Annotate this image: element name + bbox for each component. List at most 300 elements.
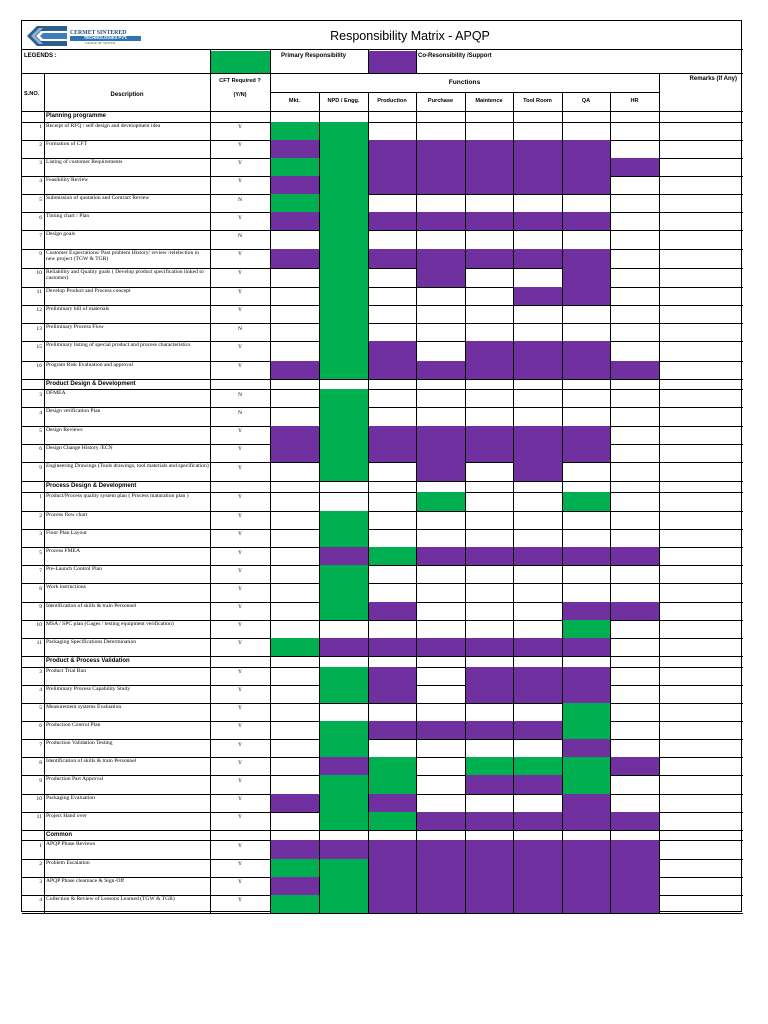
- row-sno-s1-r2: [22, 426, 44, 437]
- row-desc-s2-r6-text: Identification of skills & train Personnel: [46, 602, 137, 609]
- matrix-cell-s4-r2-1-primary: [319, 877, 368, 895]
- row-desc-s3-r6-text: Production Part Approval: [46, 776, 104, 783]
- matrix-cell-s0-r13-0-co: [270, 361, 319, 379]
- row-cft-s0-r4-text: N: [237, 196, 243, 203]
- matrix-cell-s4-r0-5-co: [513, 840, 562, 858]
- row-sno-s0-r4: [22, 194, 44, 205]
- function-header-production-text: Production: [377, 98, 407, 105]
- row-desc-s2-r1: [45, 511, 209, 525]
- row-sno-s0-r3-text: 4: [39, 178, 42, 185]
- row-sno-s0-r9: [22, 287, 44, 298]
- row-cft-s2-r7-text: Y: [237, 622, 243, 629]
- row-desc-s0-r0: [45, 122, 209, 136]
- row-cft-s0-r12-text: Y: [237, 344, 243, 351]
- row-sno-s0-r5: [22, 212, 44, 223]
- row-desc-s4-r2-text: APQP Phase clearnace & Sign-Off: [46, 877, 124, 884]
- matrix-cell-s4-r0-6-co: [562, 840, 610, 858]
- row-sno-s0-r0: [22, 122, 44, 133]
- header-cft-yn: [210, 89, 270, 103]
- row-sno-s3-r6-text: 9: [39, 777, 42, 784]
- row-desc-s1-r1-text: Design verification Plan: [46, 408, 101, 415]
- row-sno-s3-r0: [22, 667, 44, 678]
- matrix-cell-s2-r7-6-primary: [562, 620, 610, 638]
- matrix-cell-s0-r4-0-primary: [270, 194, 319, 212]
- matrix-cell-s3-r8-5-co: [513, 812, 562, 830]
- function-column-divider: [513, 92, 514, 913]
- row-cft-s1-r3-text: Y: [237, 446, 243, 453]
- row-cft-s1-r0: [210, 389, 270, 400]
- row-sno-s2-r0-text: 1: [39, 494, 42, 501]
- function-header-qa-text: QA: [581, 98, 591, 105]
- matrix-cell-s0-r12-2-co: [368, 341, 416, 360]
- row-cft-s0-r5: [210, 212, 270, 223]
- matrix-cell-s4-r1-6-co: [562, 859, 610, 877]
- row-cft-s0-r7-text: Y: [237, 251, 243, 258]
- row-desc-s2-r7: [45, 620, 209, 634]
- matrix-cell-s4-r3-5-co: [513, 895, 562, 913]
- row-sno-s4-r0: [22, 840, 44, 851]
- row-desc-s2-r8: [45, 638, 209, 652]
- row-cft-s3-r2-text: Y: [237, 705, 243, 712]
- matrix-cell-s3-r3-6-primary: [562, 721, 610, 739]
- matrix-cell-s3-r6-6-primary: [562, 775, 610, 793]
- row-desc-s4-r1: [45, 859, 209, 873]
- row-desc-s1-r1: [45, 407, 209, 421]
- function-header-purchase-text: Purchase: [427, 98, 454, 105]
- matrix-cell-s0-r5-1-primary: [319, 212, 368, 230]
- matrix-cell-s4-r2-7-co: [610, 877, 659, 895]
- matrix-cell-s3-r3-5-co: [513, 721, 562, 739]
- legend-co-label: [418, 50, 578, 61]
- row-desc-s0-r2: [45, 158, 209, 172]
- row-cft-s0-r0-text: Y: [237, 124, 243, 131]
- function-header-tool-room-text: Tool Room: [523, 98, 552, 105]
- row-sno-s0-r1: [22, 140, 44, 151]
- row-sno-s1-r0-text: 3: [39, 391, 42, 398]
- row-sno-s1-r1-text: 4: [39, 409, 42, 416]
- header-cft-yn-text: (Y/N): [233, 92, 247, 99]
- row-cft-s3-r6: [210, 775, 270, 786]
- matrix-cell-s4-r1-5-co: [513, 859, 562, 877]
- matrix-cell-s3-r6-1-primary: [319, 775, 368, 793]
- row-sno-s1-r3: [22, 444, 44, 455]
- row-cft-s3-r3: [210, 721, 270, 732]
- row-cft-s3-r4-text: Y: [237, 741, 243, 748]
- matrix-cell-s0-r7-1-primary: [319, 249, 368, 268]
- row-sno-s1-r4-text: 9: [39, 464, 42, 471]
- row-desc-s1-r0-text: DFMEA: [46, 390, 66, 397]
- responsibility-matrix-sheet: [21, 20, 742, 912]
- function-column-divider: [319, 92, 320, 913]
- row-desc-s2-r0: [45, 492, 209, 506]
- row-cft-s0-r10: [210, 305, 270, 316]
- row-cft-s3-r1: [210, 685, 270, 696]
- matrix-cell-s0-r2-6-co: [562, 158, 610, 176]
- matrix-cell-s4-r0-1-co: [319, 840, 368, 858]
- matrix-cell-s0-r11-1-primary: [319, 323, 368, 341]
- row-sno-s2-r8-text: 11: [36, 640, 42, 647]
- row-desc-s0-r5-text: Timing chart / Plan: [46, 213, 90, 220]
- matrix-cell-s2-r2-1-primary: [319, 529, 368, 547]
- row-cft-s0-r10-text: Y: [237, 307, 243, 314]
- row-cft-s0-r12: [210, 341, 270, 353]
- matrix-cell-s3-r5-6-primary: [562, 757, 610, 775]
- grid-line-vertical: [416, 49, 417, 73]
- row-sno-s3-r1: [22, 685, 44, 696]
- matrix-cell-s2-r8-2-co: [368, 638, 416, 656]
- row-cft-s2-r1-text: Y: [237, 513, 243, 520]
- row-desc-s3-r2: [45, 703, 209, 717]
- row-sno-s3-r2-text: 5: [39, 705, 42, 712]
- row-sno-s0-r5-text: 6: [39, 214, 42, 221]
- row-cft-s0-r1: [210, 140, 270, 151]
- matrix-cell-s3-r1-4-co: [465, 685, 513, 703]
- matrix-cell-s0-r3-5-co: [513, 176, 562, 194]
- function-header-mkt-text: Mkt.: [288, 98, 301, 105]
- matrix-cell-s0-r2-2-co: [368, 158, 416, 176]
- row-desc-s0-r1-text: Formation of CFT: [46, 140, 88, 147]
- row-cft-s4-r1-text: Y: [237, 860, 243, 867]
- matrix-cell-s0-r2-3-co: [416, 158, 465, 176]
- row-sno-s0-r4-text: 5: [39, 196, 42, 203]
- function-header-hr-text: HR: [630, 98, 639, 105]
- matrix-cell-s0-r12-6-co: [562, 341, 610, 360]
- matrix-cell-s3-r5-4-primary: [465, 757, 513, 775]
- matrix-cell-s3-r5-5-primary: [513, 757, 562, 775]
- row-desc-s2-r8-text: Packaging Specifications Determination: [46, 638, 137, 645]
- row-sno-s3-r7-text: 10: [36, 795, 42, 802]
- row-cft-s3-r2: [210, 703, 270, 714]
- matrix-cell-s4-r0-0-co: [270, 840, 319, 858]
- header-functions: [270, 75, 659, 92]
- row-desc-s2-r3-text: Process FMEA: [46, 548, 81, 555]
- matrix-cell-s4-r3-3-co: [416, 895, 465, 913]
- row-desc-s2-r3: [45, 547, 209, 561]
- section-title-3: [45, 656, 345, 667]
- row-desc-s3-r0: [45, 667, 209, 681]
- row-desc-s1-r4-text: Engineering Drawings (Tools drawings, tool materials and specification): [46, 462, 209, 469]
- row-cft-s1-r1-text: N: [237, 409, 243, 416]
- row-cft-s4-r1: [210, 859, 270, 870]
- row-sno-s0-r3: [22, 176, 44, 187]
- row-desc-s0-r13: [45, 361, 209, 375]
- matrix-cell-s0-r1-2-co: [368, 140, 416, 158]
- row-cft-s2-r5-text: Y: [237, 585, 243, 592]
- matrix-cell-s0-r7-3-co: [416, 249, 465, 268]
- matrix-cell-s2-r4-1-primary: [319, 565, 368, 583]
- header-remarks: [659, 73, 743, 84]
- grid-line-horizontal: [22, 913, 743, 914]
- section-title-2: [45, 481, 345, 492]
- row-desc-s0-r9: [45, 287, 209, 301]
- row-cft-s3-r3-text: Y: [237, 723, 243, 730]
- matrix-cell-s1-r3-6-co: [562, 444, 610, 462]
- row-cft-s1-r3: [210, 444, 270, 455]
- row-sno-s2-r1: [22, 511, 44, 522]
- row-desc-s3-r1-text: Preliminary Process Capability Study: [46, 685, 131, 692]
- row-cft-s2-r0: [210, 492, 270, 504]
- matrix-cell-s0-r1-1-primary: [319, 140, 368, 158]
- header-description: [44, 83, 210, 107]
- matrix-cell-s3-r7-6-co: [562, 794, 610, 812]
- row-desc-s0-r8-text: Reliability and Quality goals ( Develop product specification linked to customer): [46, 268, 204, 281]
- matrix-cell-s3-r1-2-co: [368, 685, 416, 703]
- row-sno-s0-r11: [22, 323, 44, 334]
- matrix-cell-s3-r6-5-co: [513, 775, 562, 793]
- legend-right-bottom-line: [659, 73, 743, 74]
- row-sno-s3-r3-text: 6: [39, 723, 42, 730]
- row-cft-s0-r3: [210, 176, 270, 187]
- matrix-cell-s3-r0-6-co: [562, 667, 610, 685]
- row-cft-s0-r8-text: Y: [237, 270, 243, 277]
- section-title-1-text: Product Design & Development: [46, 381, 136, 388]
- matrix-cell-s2-r8-4-co: [465, 638, 513, 656]
- function-header-npd-engg: [319, 93, 368, 111]
- matrix-cell-s0-r12-4-co: [465, 341, 513, 360]
- matrix-cell-s0-r9-5-co: [513, 287, 562, 305]
- matrix-cell-s0-r8-6-co: [562, 268, 610, 287]
- title-row-bottom-line: [22, 49, 743, 50]
- matrix-cell-s3-r3-1-primary: [319, 721, 368, 739]
- row-sno-s4-r1-text: 2: [39, 860, 42, 867]
- function-column-divider: [610, 92, 611, 913]
- row-sno-s1-r4: [22, 462, 44, 474]
- row-cft-s3-r5: [210, 757, 270, 768]
- matrix-cell-s0-r3-3-co: [416, 176, 465, 194]
- matrix-cell-s1-r2-1-primary: [319, 426, 368, 444]
- grid-line-vertical: [210, 49, 211, 73]
- row-desc-s0-r7: [45, 249, 209, 263]
- matrix-cell-s2-r8-6-co: [562, 638, 610, 656]
- matrix-cell-s0-r2-4-co: [465, 158, 513, 176]
- matrix-cell-s0-r13-4-co: [465, 361, 513, 379]
- matrix-cell-s1-r3-1-primary: [319, 444, 368, 462]
- matrix-cell-s4-r1-4-co: [465, 859, 513, 877]
- function-header-npd-engg-text: NPD / Engg.: [327, 98, 360, 105]
- header-cft: [210, 75, 270, 89]
- matrix-cell-s0-r13-3-co: [416, 361, 465, 379]
- row-sno-s1-r3-text: 6: [39, 446, 42, 453]
- matrix-cell-s0-r2-5-co: [513, 158, 562, 176]
- matrix-cell-s3-r8-2-primary: [368, 812, 416, 830]
- matrix-cell-s3-r6-2-primary: [368, 775, 416, 793]
- row-sno-s2-r2-text: 3: [39, 531, 42, 538]
- row-sno-s2-r3-text: 5: [39, 549, 42, 556]
- row-sno-s2-r8: [22, 638, 44, 649]
- matrix-cell-s0-r7-2-co: [368, 249, 416, 268]
- row-desc-s2-r2-text: Floor Plan Layout: [46, 530, 87, 537]
- row-sno-s2-r3: [22, 547, 44, 558]
- page-title-text: Responsibility Matrix - APQP: [330, 28, 490, 43]
- row-cft-s2-r4: [210, 565, 270, 576]
- grid-line-vertical: [270, 49, 271, 73]
- row-sno-s0-r6: [22, 230, 44, 241]
- row-cft-s0-r3-text: Y: [237, 178, 243, 185]
- matrix-cell-s2-r3-3-co: [416, 547, 465, 565]
- matrix-cell-s2-r6-2-co: [368, 602, 416, 620]
- matrix-cell-s1-r3-5-co: [513, 444, 562, 462]
- row-cft-s1-r0-text: N: [237, 391, 243, 398]
- matrix-cell-s0-r5-5-co: [513, 212, 562, 230]
- row-cft-s3-r7: [210, 794, 270, 805]
- row-desc-s0-r6: [45, 230, 209, 244]
- matrix-cell-s0-r7-4-co: [465, 249, 513, 268]
- row-desc-s1-r3: [45, 444, 209, 458]
- row-cft-s2-r2: [210, 529, 270, 540]
- row-cft-s4-r0-text: Y: [237, 842, 243, 849]
- matrix-cell-s1-r2-6-co: [562, 426, 610, 444]
- matrix-cell-s3-r0-5-co: [513, 667, 562, 685]
- matrix-cell-s0-r13-1-primary: [319, 361, 368, 379]
- row-cft-s0-r6-text: N: [237, 232, 243, 239]
- row-sno-s0-r2: [22, 158, 44, 169]
- matrix-cell-s4-r2-2-co: [368, 877, 416, 895]
- row-sno-s3-r7: [22, 794, 44, 805]
- row-cft-s3-r0: [210, 667, 270, 678]
- row-desc-s3-r0-text: Product Trial Run: [46, 667, 87, 674]
- matrix-cell-s3-r0-1-primary: [319, 667, 368, 685]
- row-cft-s2-r6-text: Y: [237, 603, 243, 610]
- matrix-cell-s4-r3-2-co: [368, 895, 416, 913]
- matrix-cell-s2-r1-1-primary: [319, 511, 368, 529]
- row-desc-s2-r4: [45, 565, 209, 579]
- row-cft-s3-r6-text: Y: [237, 777, 243, 784]
- legend-co-label-text: Co-Resonsibility /Support: [418, 52, 492, 59]
- matrix-cell-s4-r0-2-co: [368, 840, 416, 858]
- matrix-cell-s4-r1-7-co: [610, 859, 659, 877]
- logo-name-line2-text: TECHNOLOGIES PVT.: [83, 35, 128, 41]
- row-sno-s2-r1-text: 2: [39, 513, 42, 520]
- row-desc-s0-r9-text: Develop Product and Process concept: [46, 287, 131, 294]
- matrix-cell-s0-r13-7-co: [610, 361, 659, 379]
- row-desc-s1-r4: [45, 462, 209, 476]
- row-cft-s1-r2-text: Y: [237, 427, 243, 434]
- row-cft-s0-r1-text: Y: [237, 142, 243, 149]
- function-header-purchase: [416, 93, 465, 111]
- row-desc-s4-r0: [45, 840, 209, 854]
- legend-co-swatch: [368, 51, 416, 73]
- row-desc-s3-r3: [45, 721, 209, 735]
- matrix-cell-s3-r7-2-co: [368, 794, 416, 812]
- row-desc-s4-r3: [45, 895, 209, 909]
- matrix-cell-s0-r9-6-co: [562, 287, 610, 305]
- row-desc-s0-r8: [45, 268, 209, 282]
- matrix-cell-s0-r1-0-co: [270, 140, 319, 158]
- matrix-cell-s4-r2-0-co: [270, 877, 319, 895]
- matrix-cell-s4-r1-0-primary: [270, 859, 319, 877]
- matrix-cell-s3-r4-6-co: [562, 739, 610, 757]
- row-sno-s0-r10-text: 12: [36, 307, 42, 314]
- header-functions-text: Functions: [448, 79, 481, 87]
- row-cft-s1-r4-text: Y: [237, 464, 243, 471]
- logo-name-line1-text: CERMET SINTERED: [70, 29, 127, 36]
- row-desc-s3-r7-text: Packaging Evaluation: [46, 794, 95, 801]
- row-desc-s2-r5: [45, 583, 209, 597]
- row-cft-s3-r0-text: Y: [237, 669, 243, 675]
- matrix-cell-s0-r3-1-primary: [319, 176, 368, 194]
- matrix-cell-s3-r7-0-co: [270, 794, 319, 812]
- row-desc-s0-r3: [45, 176, 209, 190]
- header-description-text: Description: [110, 92, 144, 98]
- row-sno-s2-r7: [22, 620, 44, 631]
- row-sno-s3-r2: [22, 703, 44, 714]
- row-desc-s2-r2: [45, 529, 209, 543]
- matrix-cell-s0-r12-1-primary: [319, 341, 368, 360]
- matrix-cell-s0-r5-2-co: [368, 212, 416, 230]
- row-cft-s4-r0: [210, 840, 270, 851]
- row-sno-s0-r12: [22, 341, 44, 353]
- function-header-qa: [562, 93, 610, 111]
- matrix-cell-s0-r2-7-co: [610, 158, 659, 176]
- matrix-cell-s2-r3-5-co: [513, 547, 562, 565]
- matrix-cell-s1-r3-4-co: [465, 444, 513, 462]
- matrix-cell-s4-r2-5-co: [513, 877, 562, 895]
- matrix-cell-s3-r1-1-primary: [319, 685, 368, 703]
- matrix-cell-s0-r1-3-co: [416, 140, 465, 158]
- description-column-divider: [210, 73, 211, 913]
- function-column-divider: [416, 92, 417, 913]
- matrix-cell-s2-r3-7-co: [610, 547, 659, 565]
- matrix-cell-s2-r6-1-primary: [319, 602, 368, 620]
- row-sno-s2-r6: [22, 602, 44, 613]
- row-desc-s0-r4: [45, 194, 209, 208]
- row-desc-s3-r6: [45, 775, 209, 789]
- row-cft-s3-r1-text: Y: [237, 687, 243, 694]
- row-desc-s2-r4-text: Pre-Launch Control Plan: [46, 566, 102, 573]
- matrix-cell-s2-r8-1-co: [319, 638, 368, 656]
- matrix-cell-s0-r1-5-co: [513, 140, 562, 158]
- row-cft-s4-r3: [210, 895, 270, 906]
- header-sno: [23, 83, 45, 107]
- matrix-cell-s0-r8-3-co: [416, 268, 465, 287]
- matrix-cell-s0-r5-0-co: [270, 212, 319, 230]
- row-sno-s4-r1: [22, 859, 44, 870]
- matrix-cell-s3-r4-1-primary: [319, 739, 368, 757]
- row-sno-s3-r5: [22, 757, 44, 768]
- row-cft-s0-r9: [210, 287, 270, 298]
- matrix-cell-s0-r7-5-co: [513, 249, 562, 268]
- matrix-cell-s2-r0-3-primary: [416, 492, 465, 511]
- matrix-cell-s1-r0-1-primary: [319, 389, 368, 407]
- matrix-cell-s0-r9-1-primary: [319, 287, 368, 305]
- matrix-cell-s4-r1-1-primary: [319, 859, 368, 877]
- row-desc-s3-r5: [45, 757, 209, 771]
- row-sno-s4-r0-text: 1: [39, 842, 42, 849]
- row-cft-s2-r7: [210, 620, 270, 631]
- matrix-cell-s2-r3-1-co: [319, 547, 368, 565]
- row-desc-s2-r1-text: Process flow chart: [46, 511, 88, 518]
- row-desc-s3-r3-text: Production Control Plan: [46, 722, 101, 729]
- matrix-cell-s4-r0-4-co: [465, 840, 513, 858]
- matrix-cell-s1-r3-3-co: [416, 444, 465, 462]
- row-sno-s3-r0-text: 3: [39, 669, 42, 675]
- section-title-3-text: Product & Process Validation: [46, 658, 130, 665]
- row-sno-s0-r9-text: 11: [36, 289, 42, 296]
- row-desc-s1-r2-text: Design Reviews: [46, 426, 83, 433]
- row-desc-s1-r0: [45, 389, 209, 403]
- matrix-cell-s3-r1-5-co: [513, 685, 562, 703]
- matrix-cell-s0-r5-3-co: [416, 212, 465, 230]
- row-sno-s3-r8: [22, 812, 44, 823]
- matrix-cell-s0-r1-4-co: [465, 140, 513, 158]
- row-desc-s0-r2-text: Listing of customer Requirements: [46, 158, 123, 165]
- row-sno-s3-r4-text: 7: [39, 741, 42, 748]
- grid-line-vertical: [368, 49, 369, 73]
- row-desc-s3-r4-text: Production Validation Testing: [46, 740, 113, 747]
- matrix-cell-s1-r1-1-primary: [319, 407, 368, 425]
- row-sno-s3-r6: [22, 775, 44, 786]
- row-cft-s0-r2: [210, 158, 270, 169]
